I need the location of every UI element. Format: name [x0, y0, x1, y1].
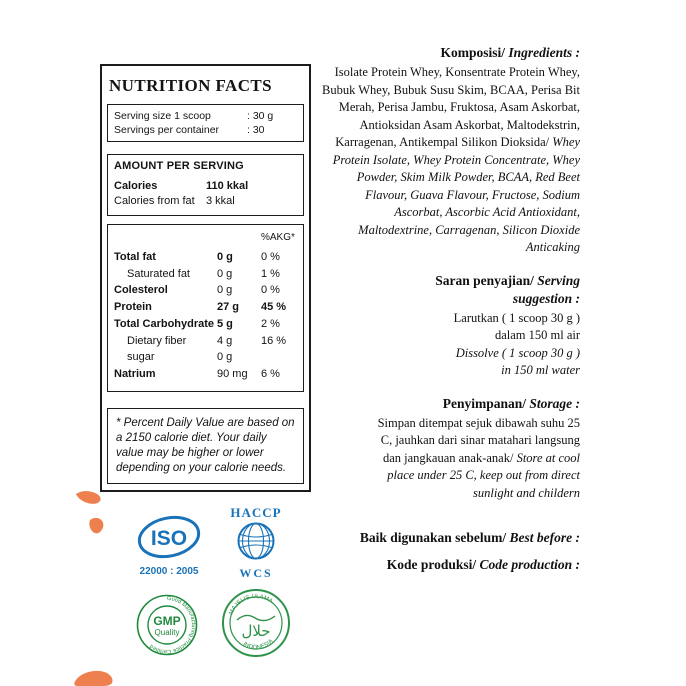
- best-before-label-en: Best before :: [506, 530, 580, 545]
- serving-suggestion-section: [318, 272, 580, 380]
- svg-text:INDONESIA: INDONESIA: [241, 638, 275, 652]
- storage-body: [370, 415, 580, 503]
- serving-size-label: Serving size 1 scoop: [114, 110, 211, 122]
- serving-suggestion-heading-id: Saran penyajian/: [435, 272, 534, 288]
- svg-text:GMP: GMP: [153, 614, 181, 628]
- daily-value-header-row: [114, 229, 297, 250]
- info-column: [318, 44, 580, 583]
- best-before-block: [318, 529, 580, 574]
- halal-badge-icon: [221, 588, 291, 658]
- nutrition-facts-panel: [100, 64, 311, 492]
- storage-heading-en: Storage :: [526, 395, 580, 411]
- nutrient-row: Dietary fiber 4 g 16 %: [127, 334, 287, 347]
- storage-heading: [318, 395, 580, 413]
- ingredients-body: [318, 64, 580, 257]
- svg-text:Good Manufacturing Practice Ce: Good Manufacturing Practice Certified: [148, 595, 197, 655]
- storage-english: Store at cool place under 25 C, keep out from direct sunlight and childern: [387, 450, 580, 500]
- svg-text:ISO: ISO: [150, 527, 188, 550]
- gmp-quality-badge: [134, 594, 200, 661]
- storage-section: [318, 395, 580, 503]
- serving-size-value: : 30 g: [247, 110, 274, 122]
- servings-per-container-row: [114, 123, 297, 137]
- nutrition-facts-title: NUTRITION FACTS: [109, 76, 272, 95]
- iso-22000-badge: [134, 514, 204, 577]
- serving-suggestion-line: Larutkan ( 1 scoop 30 g ): [453, 310, 580, 325]
- haccp-label: HACCP: [230, 505, 282, 520]
- serving-suggestion-line: in 150 ml water: [501, 363, 580, 377]
- serving-suggestion-line: dalam 150 ml air: [494, 328, 580, 342]
- nutrient-row: Total fat 0 g 0 %: [114, 251, 280, 264]
- svg-text:MAJELIS ULAMA: MAJELIS ULAMA: [228, 593, 274, 616]
- nutrient-row: Total Carbohydrate 5 g 2 %: [114, 317, 280, 330]
- nutrient-row: Natrium 90 mg 6 %: [114, 367, 280, 380]
- nutrients-table: [107, 224, 304, 392]
- nutrient-row: Colesterol 0 g 0 %: [114, 284, 280, 297]
- servings-per-container-value: : 30: [247, 124, 265, 136]
- nutrient-row: Saturated fat 0 g 1 %: [127, 267, 280, 280]
- serving-size-row: [114, 109, 297, 123]
- amount-per-serving-box: [107, 154, 304, 216]
- calories-row: [114, 179, 297, 194]
- svg-text:حلال: حلال: [241, 622, 271, 640]
- ingredients-section: [318, 44, 580, 257]
- production-code-line: [318, 556, 580, 574]
- storage-indonesian: Simpan ditempat sejuk dibawah suhu 25 C, jauhkan dari sinar matahari langsung dan jangkauan anak-anak/: [377, 415, 580, 465]
- nutrient-row: Protein 27 g 45 %: [114, 301, 287, 314]
- akg-header: %AKG*: [261, 232, 295, 243]
- production-code-label-en: Code production :: [476, 557, 580, 572]
- nutrient-row: sugar 0 g: [127, 351, 233, 364]
- ingredients-indonesian: Isolate Protein Whey, Konsentrate Protein Whey, Bubuk Whey, Bubuk Susu Skim, BCAA, Perisa Bit Merah, Perisa Jambu, Fruktosa, Asam Askorbat, Antioksidan Asam Askorbat, Maltodekstrin, Karragenan, Antikempal Silikon Dioksida/: [321, 65, 580, 149]
- ingredients-english: Whey Protein Isolate, Whey Protein Concentrate, Whey Powder, Skim Milk Powder, BCAA, Red Beet Flavour, Guava Flavour, Fructose, Sodium Ascorbat, Ascorbic Acid Antioxidant, Maltodextrine, Carragenan, Silicon Dioxide Anticaking: [332, 135, 580, 254]
- iso-badge-icon: [136, 514, 202, 560]
- svg-text:Quality: Quality: [154, 628, 180, 637]
- best-before-line: [318, 529, 580, 547]
- gmp-badge-icon: [136, 594, 198, 656]
- ingredients-heading-id: Komposisi/: [440, 45, 505, 60]
- ingredients-heading: [318, 44, 580, 62]
- haccp-wcs-badge: [220, 505, 292, 581]
- calories-value: 110 kkal: [206, 180, 249, 192]
- globe-icon: [236, 521, 276, 561]
- calories-from-fat-label: Calories from fat: [114, 195, 195, 207]
- calories-from-fat-value: 3 kkal: [206, 195, 235, 207]
- serving-info-box: [107, 104, 304, 142]
- serving-suggestion-heading-en: Serving suggestion :: [512, 272, 580, 306]
- daily-value-footnote: * Percent Daily Value are based on a 2150 calorie diet. Your daily value may be higher or lower depending on your calorie needs.: [107, 408, 304, 484]
- orange-splash-bottom-icon: [66, 664, 118, 686]
- ingredients-heading-en: Ingredients :: [504, 45, 580, 60]
- serving-suggestion-heading: [380, 272, 580, 308]
- halal-badge: [220, 588, 292, 663]
- orange-splash-icon: [66, 486, 114, 542]
- calories-from-fat-row: [114, 194, 297, 209]
- calories-label: Calories: [114, 180, 158, 192]
- iso-standard-caption: 22000 : 2005: [139, 566, 199, 577]
- servings-per-container-label: Servings per container: [114, 124, 220, 136]
- production-code-label-id: Kode produksi/: [386, 557, 477, 572]
- serving-suggestion-line: Dissolve ( 1 scoop 30 g ): [455, 345, 580, 360]
- best-before-label-id: Baik digunakan sebelum/: [359, 530, 507, 545]
- storage-heading-id: Penyimpanan/: [442, 395, 526, 411]
- wcs-label: WCS: [239, 566, 273, 580]
- amount-per-serving-header: AMOUNT PER SERVING: [114, 160, 244, 172]
